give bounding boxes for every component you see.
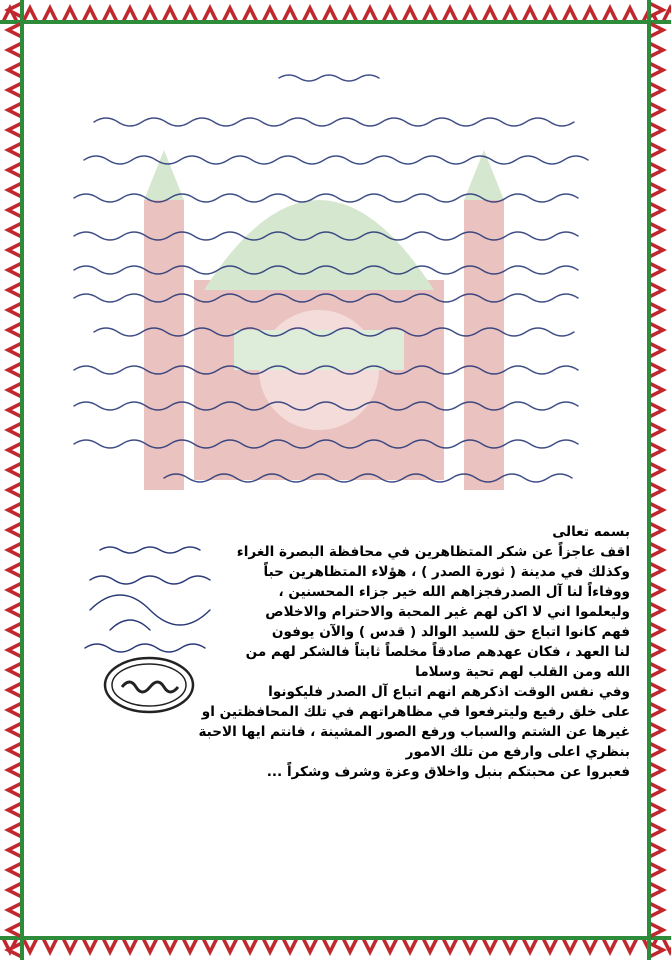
letter-line: فعبروا عن محبتكم بنبل واخلاق وعزة وشرف وشكراً ... [266, 764, 630, 780]
letter-line: لنا العهد ، فكان عهدهم صادقاً مخلصاً ثابتاً فالشكر لهم من [245, 644, 630, 660]
letter-line: غيرها عن الشتم والسباب ورفع الصور المشينة ، فانتم ايها الاحبة [198, 724, 630, 740]
letter-transcription [150, 522, 630, 782]
letter-line: على خلق رفيع وليترفعوا في مظاهراتهم في تلك المحافظتين او [201, 704, 630, 720]
letter-line: اقف عاجزاً عن شكر المتظاهرين في محافظة البصرة الغراء [236, 544, 630, 560]
letter-line: فهم كانوا اتباع حق للسيد الوالد ( قدس ) والآن يوفون [271, 624, 630, 640]
letter-line: بنظري اعلى وارفع من تلك الامور [405, 744, 630, 760]
border-bottom-icon [0, 934, 671, 960]
letter-line: وفي نفس الوقت اذكرهم انهم اتباع آل الصدر فليكونوا [268, 684, 630, 700]
letter-heading: بسمه تعالى [552, 524, 630, 540]
border-left-icon [0, 0, 26, 960]
letter-line: وليعلموا اني لا اكن لهم غير المحبة والاحترام والاخلاص [265, 604, 630, 620]
letter-line: الله ومن القلب لهم تحية وسلاما [415, 664, 630, 680]
handwritten-letter-image [34, 30, 634, 512]
border-top-icon [0, 0, 671, 26]
border-right-icon [645, 0, 671, 960]
mosque-emblem-watermark-icon [34, 30, 634, 512]
letter-line: ووفاءاً لنا آل الصدرفجزاهم الله خير جزاء المحسنين ، [278, 584, 630, 600]
letter-line: وكذلك في مدينة ( ثورة الصدر ) ، هؤلاء المتظاهرين حباً [263, 564, 630, 580]
